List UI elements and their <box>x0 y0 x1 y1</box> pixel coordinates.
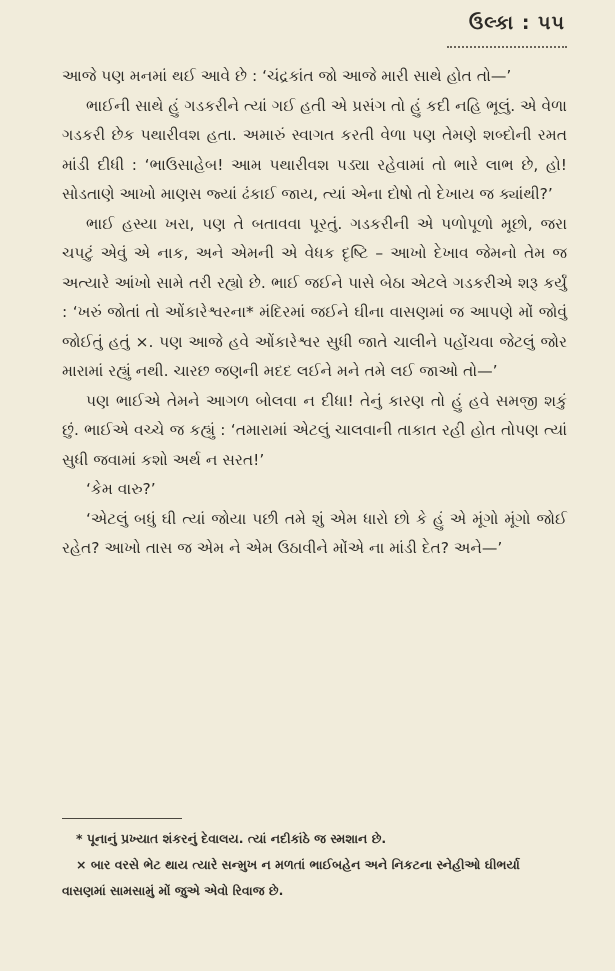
footnote-2: × બાર વરસે ભેટ થાય ત્યારે સન્મુખ ન મળતાં ભાઈબહેન અને નિકટના સ્નેહીઓ ઘીભર્યા વાસણમાં સામસામું મોં જુએ એવો રિવાજ છે. <box>62 857 520 898</box>
paragraph-3: ભાઈ હસ્યા ખરા, પણ તે બતાવવા પૂરતું. ગડકરીની એ પળોપૂળો મૂછો, જરા ચપટું એવું એ નાક, અને એમની એ વેધક દૃષ્ટિ – આખો દેખાવ જેમનો તેમ જ અત્યારે આંખો સામે તરી રહ્યો છે. ભાઈ જઈને પાસે બેઠા એટલે ગડકરીએ શરૂ કર્યું : ‘ખરું જોતાં તો ઓંકારેશ્વરના* મંદિરમાં જઈને ઘીના વાસણમાં જ આપણે મોં જોવું જોઈતું હતું ×. પણ આજે હવે ઓંકારેશ્વર સુધી જાતે ચાલીને પહોંચવા જેટલું જોર મારામાં રહ્યું નથી. ચારછ જણની મદદ લઈને મને તમે લઈ જાઓ તો—’ <box>62 214 567 380</box>
paragraph-4: પણ ભાઈએ તેમને આગળ બોલવા ન દીધા! તેનું કારણ તો હું હવે સમજી શકું છું. ભાઈએ વચ્ચે જ કહ્યું : ‘તમારામાં એટલું ચાલવાની તાકાત રહી હોત તોપણ ત્યાં સુધી જવામાં કશો અર્થ ન સરત!’ <box>62 391 567 469</box>
page-header: ઉલ્કા : ૫૫ <box>468 12 565 34</box>
header-ornament-rule <box>447 40 567 48</box>
paragraph-5: ‘કેમ વારુ?’ <box>86 480 156 498</box>
footnotes <box>62 826 567 904</box>
footnote-1: * પૂનાનું પ્રખ્યાત શંકરનું દેવાલય. ત્યાં નદીકાંઠે જ સ્મશાન છે. <box>76 831 387 846</box>
paragraph-6: ‘એટલું બધું ઘી ત્યાં જોયા પછી તમે શું એમ ધારો છો કે હું એ મૂંગો મૂંગો જોઈ રહેત? આખો તાસ જ એમ ને એમ ઉઠાવીને મોંએ ના માંડી દેત? અને—’ <box>62 509 567 557</box>
paragraph-2: ભાઈની સાથે હું ગડકરીને ત્યાં ગઈ હતી એ પ્રસંગ તો હું કદી નહિ ભૂલું. એ વેળા ગડકરી છેક પથારીવશ હતા. અમારું સ્વાગત કરતી વેળા પણ તેમણે શબ્દોની રમત માંડી દીધી : ‘ભાઉસાહેબ! આમ પથારીવશ પડ્યા રહેવામાં તો ભારે લાભ છે, હો! સોડતાણે આખો માણસ જ્યાં ઢંકાઈ જાય, ત્યાં એના દોષો તો દેખાય જ ક્યાંથી?’ <box>62 96 567 203</box>
paragraph-1: આજે પણ મનમાં થઈ આવે છે : ‘ચંદ્રકાંત જો આજે મારી સાથે હોત તો—’ <box>62 67 512 85</box>
footnote-divider <box>62 818 182 819</box>
page-body <box>62 62 567 564</box>
